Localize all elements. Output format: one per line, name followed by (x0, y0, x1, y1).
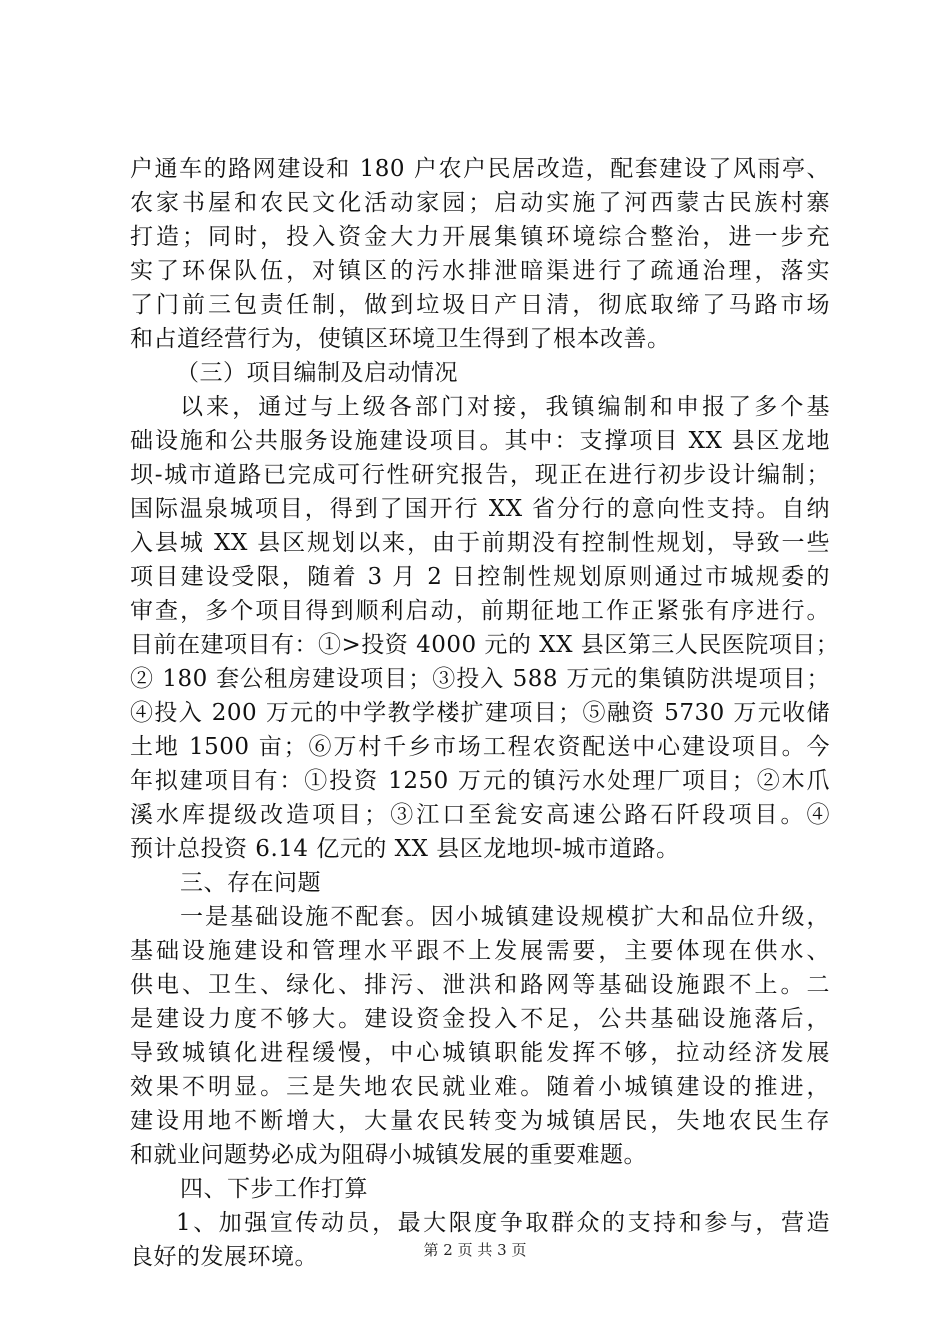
text-line: 和就业问题势必成为阻碍小城镇发展的重要难题。 (130, 1142, 647, 1168)
text-line: 和占道经营行为，使镇区环境卫生得到了根本改善。 (130, 326, 671, 352)
text-line: 土地 1500 亩；⑥万村千乡市场工程农资配送中心建设项目。今 (130, 734, 830, 760)
text-line: 以来，通过与上级各部门对接，我镇编制和申报了多个基 (180, 394, 830, 420)
document-body (130, 152, 840, 1274)
section-heading: 三、存在问题 (180, 870, 321, 896)
text-line: 了门前三包责任制，做到垃圾日产日清，彻底取缔了马路市场 (130, 292, 830, 318)
text-line: 础设施和公共服务设施建设项目。其中：支撑项目 XX 县区龙地 (130, 428, 830, 454)
text-line: 建设用地不断增大，大量农民转变为城镇居民，失地农民生存 (130, 1108, 830, 1134)
section-heading: （三）项目编制及启动情况 (176, 360, 458, 386)
text-line: 导致城镇化进程缓慢，中心城镇职能发挥不够，拉动经济发展 (130, 1040, 830, 1066)
text-line: 实了环保队伍，对镇区的污水排泄暗渠进行了疏通治理，落实 (130, 258, 830, 284)
text-line: 入县城 XX 县区规划以来，由于前期没有控制性规划，导致一些 (130, 530, 830, 556)
text-line: 年拟建项目有：①投资 1250 万元的镇污水处理厂项目；②木爪 (130, 768, 830, 794)
page-number-footer: 第 2 页 共 3 页 (423, 1241, 527, 1259)
text-line: 良好的发展环境。 (130, 1244, 318, 1270)
text-line: 1、加强宣传动员，最大限度争取群众的支持和参与，营造 (176, 1210, 830, 1236)
text-line: 户通车的路网建设和 180 户农户民居改造，配套建设了风雨亭、 (130, 156, 830, 182)
text-line: 预计总投资 6.14 亿元的 XX 县区龙地坝-城市道路。 (130, 836, 680, 862)
text-line: 审查，多个项目得到顺利启动，前期征地工作正紧张有序进行。 (130, 598, 830, 624)
text-line: 一是基础设施不配套。因小城镇建设规模扩大和品位升级， (180, 904, 830, 930)
text-line: 坝-城市道路已完成可行性研究报告，现正在进行初步设计编制； (130, 462, 830, 488)
text-line: 溪水库提级改造项目；③江口至瓮安高速公路石阡段项目。④ (130, 802, 830, 828)
text-line: 效果不明显。三是失地农民就业难。随着小城镇建设的推进， (130, 1074, 830, 1100)
text-line: 目前在建项目有：①>投资 4000 元的 XX 县区第三人民医院项目； (130, 632, 840, 658)
text-line: 是建设力度不够大。建设资金投入不足，公共基础设施落后， (130, 1006, 830, 1032)
text-line: ④投入 200 万元的中学教学楼扩建项目；⑤融资 5730 万元收储 (130, 700, 830, 726)
text-line: 基础设施建设和管理水平跟不上发展需要，主要体现在供水、 (130, 938, 830, 964)
text-line: 供电、卫生、绿化、排污、泄洪和路网等基础设施跟不上。二 (130, 972, 830, 998)
text-line: 国际温泉城项目，得到了国开行 XX 省分行的意向性支持。自纳 (130, 496, 830, 522)
text-line: 农家书屋和农民文化活动家园；启动实施了河西蒙古民族村寨 (130, 190, 830, 216)
text-line: ② 180 套公租房建设项目；③投入 588 万元的集镇防洪堤项目； (130, 666, 830, 692)
section-heading: 四、下步工作打算 (180, 1176, 368, 1202)
text-line: 项目建设受限，随着 3 月 2 日控制性规划原则通过市城规委的 (130, 564, 830, 590)
text-line: 打造；同时，投入资金大力开展集镇环境综合整治，进一步充 (130, 224, 830, 250)
